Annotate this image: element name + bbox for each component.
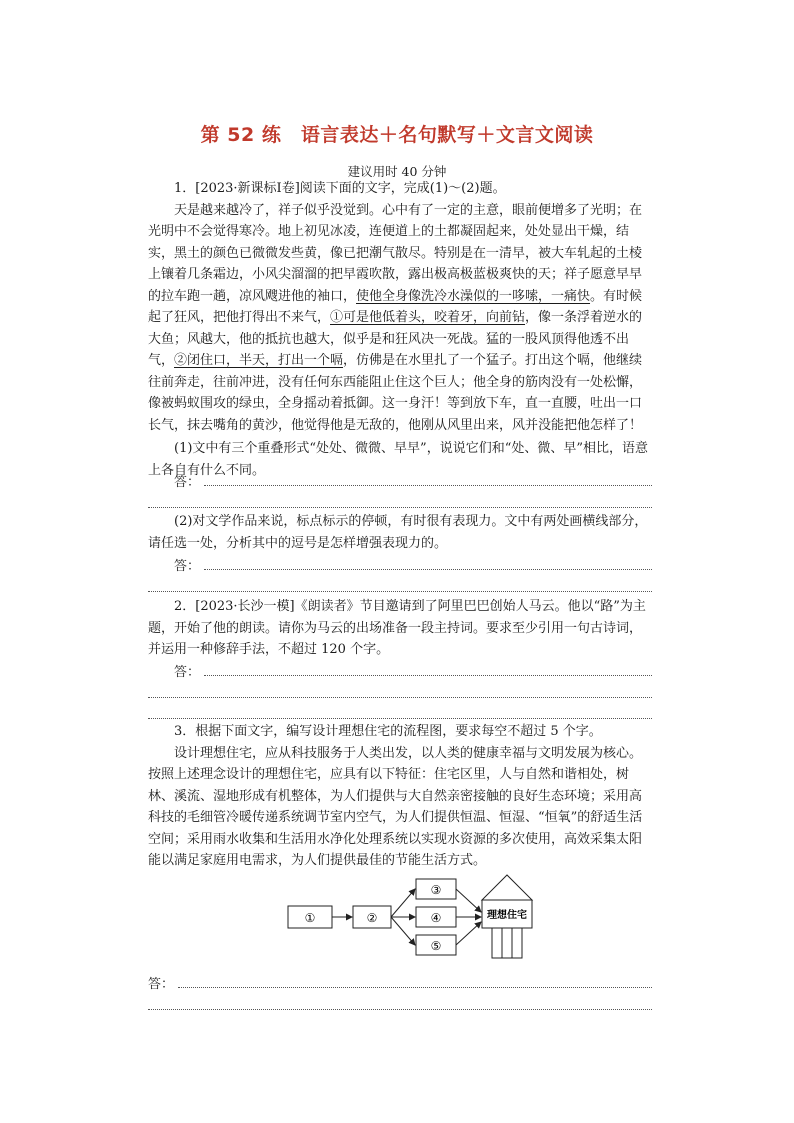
- answer-label: 答：: [174, 475, 201, 490]
- answer-line[interactable]: [148, 1009, 652, 1010]
- flow-chart: [280, 872, 540, 964]
- flow-box-3[interactable]: [416, 879, 456, 899]
- flow-box-2-label: ②: [366, 911, 378, 925]
- question-1: [148, 178, 654, 481]
- underlined-phrase: 使他全身像洗冷水澡似的一哆嗦，一痛快: [356, 288, 591, 304]
- flow-arrow: [456, 922, 481, 945]
- answer-line[interactable]: [204, 569, 652, 570]
- flow-arrow: [391, 917, 415, 945]
- answer-label: 答：: [148, 977, 175, 992]
- answer-line[interactable]: [178, 987, 652, 988]
- answer-line[interactable]: [204, 485, 652, 486]
- flow-arrow: [391, 889, 415, 917]
- time-suggestion: 建议用时 40 分钟: [347, 164, 447, 179]
- question-1-stem: 1．[2023·新课标Ⅰ卷]阅读下面的文字，完成(1)～(2)题。: [174, 181, 506, 196]
- underlined-phrase-1: ①可是他低着头，咬着牙，向前钻: [330, 310, 526, 325]
- flow-box-4-label: ④: [430, 911, 442, 925]
- flow-box-2[interactable]: [353, 906, 391, 928]
- question-2: [148, 596, 654, 661]
- answer-line[interactable]: [148, 507, 652, 508]
- answer-label: 答：: [174, 559, 201, 574]
- flow-box-1-label: ①: [304, 911, 316, 925]
- page-title: 第 52 练 语言表达＋名句默写＋文言文阅读: [200, 124, 594, 146]
- answer-line[interactable]: [204, 675, 652, 676]
- answer-line[interactable]: [148, 697, 652, 698]
- flow-box-4[interactable]: [416, 907, 456, 927]
- answer-line[interactable]: [148, 591, 652, 592]
- question-3-passage: 设计理想住宅，应从科技服务于人类出发，以人类的健康幸福与文明发展为核心。按照上述理念设计的理想住宅，应具有以下特征：住宅区里，人与自然和谐相处，树林、溪流、湿地形成有机整体，为人们提供与大自然亲密接触的良好生态环境；采用高科技的毛细管冷暖传递系统调节室内空气，为人们提供恒温、恒湿、“恒氧”的舒适生活空间；采用雨水收集和生活用水净化处理系统以实现水资源的多次使用，高效采集太阳能以满足家庭用电需求，为人们提供最佳的节能生活方式。: [148, 745, 643, 868]
- ideal-house-label: 理想住宅: [487, 910, 527, 921]
- flow-box-5[interactable]: [416, 935, 456, 955]
- question-1-passage: 天是越来越冷了，祥子似乎没觉到。心中有了一定的主意，眼前便增多了光明；在光明中不会觉得寒冷。地上初见冰凌，连便道上的土都凝固起来，处处显出干燥，结实，黑土的颜色已微微发些黄，像已把潮气散尽。特别是在一清早，被大车轧起的土棱上镶着几条霜边，小风尖溜溜的把早霞吹散，露出极高极蓝极爽快的天；祥子愿意早早的拉车跑一趟，凉风飕进他的袖口，使他全身像洗冷水澡似的一哆嗦，一痛快。有时候起了狂风，把他打得出不来气，①可是他低着头，咬着牙，向前钻，像一条浮着逆水的大鱼；风越大，他的抵抗也越大，似乎是和狂风决一死战。猛的一股风顶得他透不出气，②闭住口，半天，打出一个嗝，仿佛是在水里扎了一个猛子。打出这个嗝，他继续往前奔走，往前冲进，没有任何东西能阻止住这个巨人；他全身的筋肉没有一处松懈，像被蚂蚁围攻的绿虫，全身摇动着抵御。这一身汗！等到放下车，直一直腰，吐出一口长气，抹去嘴角的黄沙，他觉得他是无敌的，他刚从风里出来，风并没能把他怎样了！: [148, 202, 643, 433]
- question-1-sub-1: (1)文中有三个重叠形式“处处、微微、早早”，说说它们和“处、微、早”相比，语意上各自有什么不同。: [148, 441, 648, 478]
- question-1-part-2: [148, 511, 654, 554]
- question-1-sub-2: (2)对文学作品来说，标点标示的停顿，有时很有表现力。文中有两处画横线部分，请任选一处，分析其中的逗号是怎样增强表现力的。: [148, 514, 648, 551]
- question-3: [148, 721, 654, 872]
- underlined-phrase-2: ②闭住口，半天，打出一个嗝: [174, 353, 344, 368]
- ideal-house: [482, 875, 532, 958]
- flow-box-1[interactable]: [288, 906, 332, 928]
- flow-box-5-label: ⑤: [430, 939, 442, 953]
- answer-line[interactable]: [148, 718, 652, 719]
- flow-box-3-label: ③: [430, 883, 442, 897]
- question-3-text: 3．根据下面文字，编写设计理想住宅的流程图，要求每空不超过 5 个字。: [174, 724, 602, 739]
- answer-label: 答：: [174, 665, 201, 680]
- answer-area-1-1[interactable]: [148, 470, 652, 513]
- answer-area-3[interactable]: [148, 972, 652, 1015]
- question-2-text: 2．[2023·长沙一模]《朗读者》节目邀请到了阿里巴巴创始人马云。他以“路”为主题，开始了他的朗读。请你为马云的出场准备一段主持词。要求至少引用一句古诗词，并运用一种修辞手法，不超过 120 个字。: [148, 599, 646, 657]
- answer-area-1-2[interactable]: [148, 554, 652, 597]
- answer-area-2[interactable]: [148, 660, 652, 725]
- flow-arrow: [456, 889, 481, 912]
